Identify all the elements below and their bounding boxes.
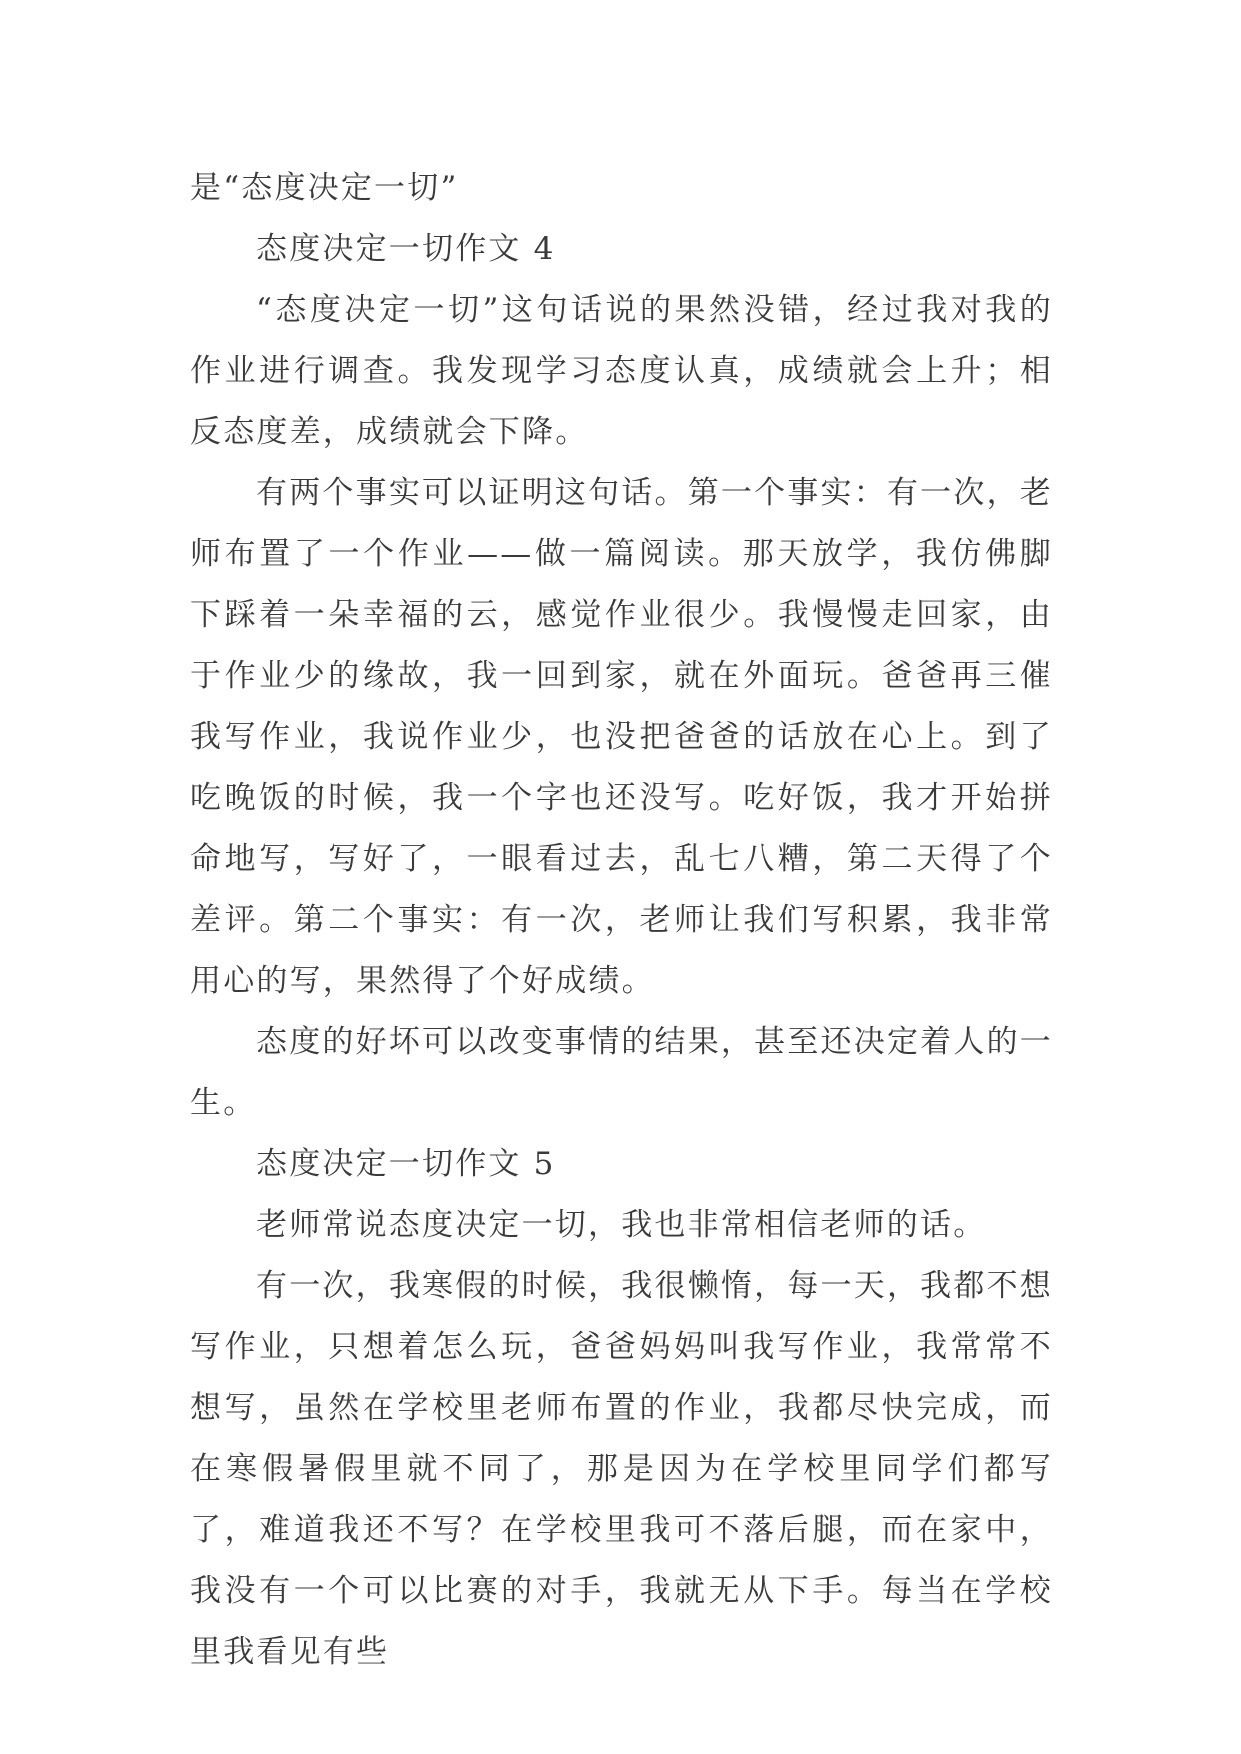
paragraph: 有两个事实可以证明这句话。第一个事实：有一次，老师布置了一个作业——做一篇阅读。那天放学，我仿佛脚下踩着一朵幸福的云，感觉作业很少。我慢慢走回家，由于作业少的缘故，我一回到家，就在外面玩。爸爸再三催我写作业，我说作业少，也没把爸爸的话放在心上。到了吃晚饭的时候，我一个字也还没写。吃好饭，我才开始拼命地写，写好了，一眼看过去，乱七八糟，第二天得了个差评。第二个事实：有一次，老师让我们写积累，我非常用心的写，果然得了个好成绩。	[190, 475, 1053, 999]
paragraph: 老师常说态度决定一切，我也非常相信老师的话。	[256, 1207, 987, 1243]
paragraph: “态度决定一切”这句话说的果然没错，经过我对我的作业进行调查。我发现学习态度认真，成绩就会上升；相反态度差，成绩就会下降。	[190, 292, 1053, 450]
paragraph: 态度的好坏可以改变事情的结果，甚至还决定着人的一生。	[190, 1024, 1053, 1121]
essay-heading-5: 态度决定一切作文 5	[256, 1146, 556, 1182]
document-body	[190, 158, 1053, 1683]
essay-heading-4: 态度决定一切作文 4	[256, 231, 556, 267]
paragraph-continuation: 是“态度决定一切”	[190, 170, 459, 206]
paragraph: 有一次，我寒假的时候，我很懒惰，每一天，我都不想写作业，只想着怎么玩，爸爸妈妈叫我写作业，我常常不想写，虽然在学校里老师布置的作业，我都尽快完成，而在寒假暑假里就不同了，那是因为在学校里同学们都写了，难道我还不写？在学校里我可不落后腿，而在家中，我没有一个可以比赛的对手，我就无从下手。每当在学校里我看见有些	[190, 1268, 1053, 1670]
